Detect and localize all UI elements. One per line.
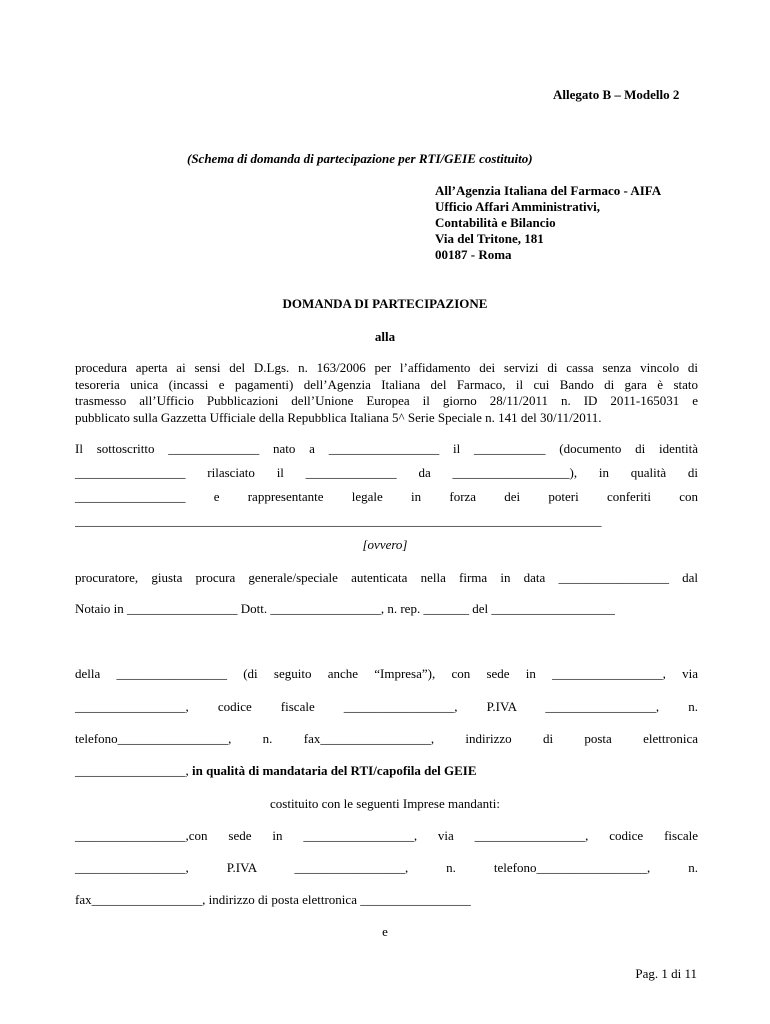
intro-line: tesoreria unica (incassi e pagamenti) dell’Agenzia Italiana del Farmaco, il cui Bando di gara è stato [75,376,698,392]
form-line-telefono: telefono_________________, n. fax_________________, indirizzo di posta elettronica [75,731,698,746]
form-line-sede: _________________,con sede in _________________, via _________________, codice fiscale [75,828,698,843]
form-line-piva: _________________, P.IVA _________________, n. telefono_________________, n. [75,860,698,875]
intro-line: procedura aperta ai sensi del D.Lgs. n. 163/2006 per l’affidamento dei servizi di cassa senza vincolo di [75,360,698,375]
form-line-rappresentante: _________________ e rappresentante legale in forza dei poteri conferiti con [75,489,698,504]
recipient-line: Ufficio Affari Amministrativi, [435,199,600,214]
recipient-line: Contabilità e Bilancio [435,215,556,230]
recipient-line: All’Agenzia Italiana del Farmaco - AIFA [435,183,662,198]
form-line-notaio: Notaio in _________________ Dott. _________________, n. rep. _______ del ___________________ [75,601,615,616]
intro-paragraph [75,360,698,426]
document-subtitle: alla [374,329,396,344]
document-title: DOMANDA DI PARTECIPAZIONE [282,296,488,311]
intro-line: pubblicato sulla Gazzetta Ufficiale della Repubblica Italiana 5^ Serie Speciale n. 141 del 30/11/2011. [75,409,602,425]
form-line-fax: fax_________________, indirizzo di posta elettronica _________________ [75,892,471,907]
form-line-mandataria [75,763,477,779]
form-line-blank: _________________________________________________________________________________ [75,513,602,528]
ovvero-label: [ovvero] [362,537,408,552]
form-line-procuratore: procuratore, giusta procura generale/speciale autenticata nella firma in data _________________ dal [75,570,698,585]
allegato-label: Allegato B – Modello 2 [553,87,680,102]
page-number: Pag. 1 di 11 [635,966,697,981]
recipient-line: 00187 - Roma [435,247,512,262]
form-line-rilasciato: _________________ rilasciato il ______________ da __________________), in qualità di [75,465,698,480]
form-line-codice-fiscale: _________________, codice fiscale _________________, P.IVA _________________, n. [75,699,698,714]
schema-subtitle: (Schema di domanda di partecipazione per RTI/GEIE costituito) [187,151,533,166]
conjunction-e: e [382,924,388,939]
form-line-impresa: della _________________ (di seguito anche “Impresa”), con sede in _________________, via [75,666,698,681]
form-line-mandanti: costituito con le seguenti Imprese mandanti: [270,796,500,811]
intro-line: trasmesso all’Ufficio Pubblicazioni dell’Unione Europea il giorno 28/11/2011 n. ID 2011-165031 e [75,393,698,408]
recipient-address [435,183,661,263]
recipient-line: Via del Tritone, 181 [435,231,544,246]
form-line-sottoscritto: Il sottoscritto ______________ nato a _________________ il ___________ (documento di identità [75,441,698,456]
mandataria-blank: _________________, [75,763,189,778]
mandataria-text: in qualità di mandataria del RTI/capofila del GEIE [188,763,477,778]
